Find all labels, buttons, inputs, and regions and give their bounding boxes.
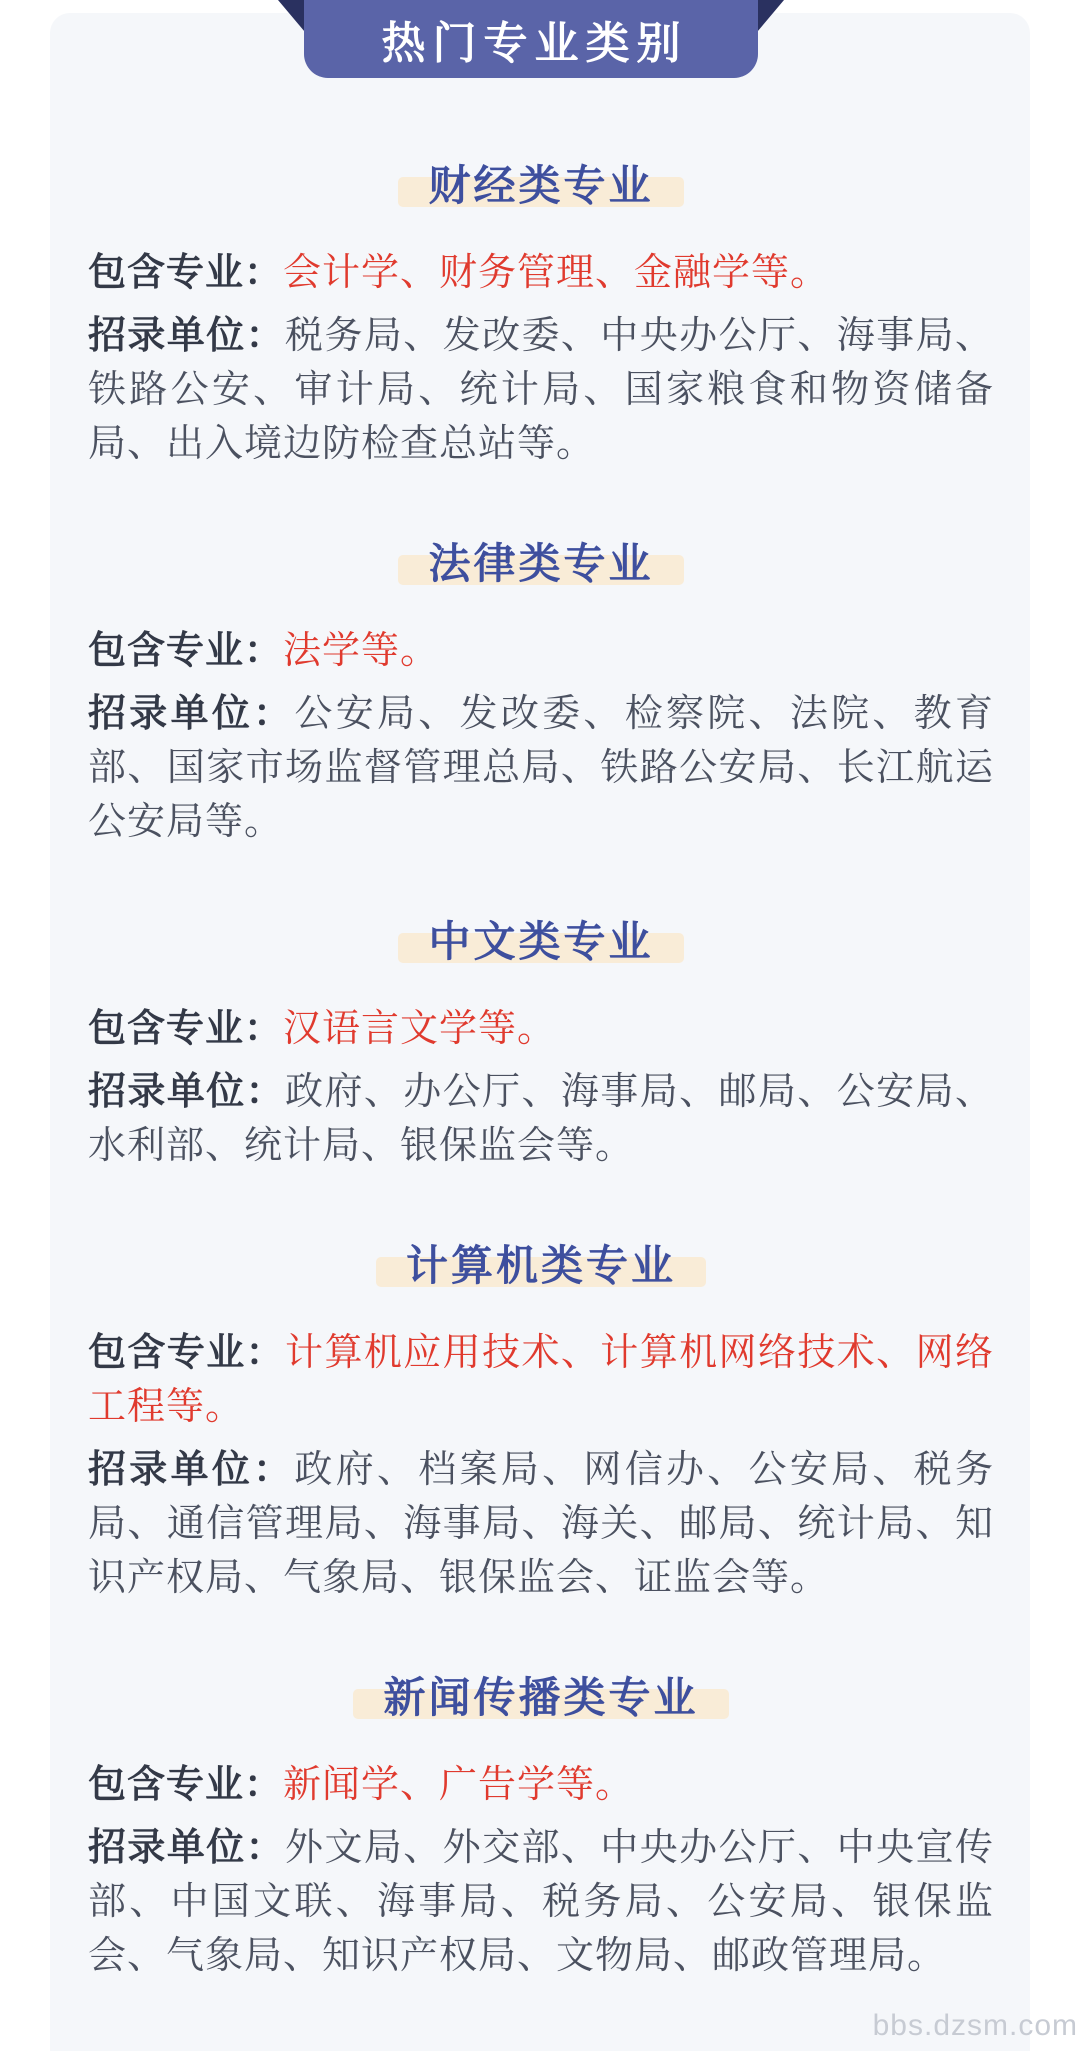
section-computer [88,1233,994,1605]
units-paragraph [88,1065,994,1173]
majors-label: 包含专业： [88,1764,284,1806]
majors-label: 包含专业： [88,630,284,672]
section-heading-law [88,531,994,587]
watermark: bbs.dzsm.com [872,2009,1078,2042]
majors-paragraph [88,1326,994,1434]
majors-label: 包含专业： [88,1008,284,1050]
units-label: 招录单位： [88,1449,295,1491]
section-heading-text: 财经类专业 [428,162,654,209]
section-heading-chinese [88,909,994,965]
units-value: 税务局、发改委、中央办公厅、海事局、铁路公安、审计局、统计局、国家粮食和物资储备局、出入境边防检查总站等。 [88,315,994,465]
majors-value: 会计学、财务管理、金融学等。 [283,252,830,294]
majors-value: 法学等。 [283,630,440,672]
majors-label: 包含专业： [88,1332,286,1374]
majors-paragraph [88,1758,994,1812]
content-card [50,13,1030,2051]
units-label: 招录单位： [88,693,295,735]
units-paragraph [88,1821,994,1983]
section-finance [88,153,994,471]
section-heading-text: 法律类专业 [428,540,654,587]
section-heading-text: 中文类专业 [428,918,654,965]
majors-value: 汉语言文学等。 [283,1008,557,1050]
section-heading-computer [88,1233,994,1289]
majors-value: 新闻学、广告学等。 [283,1764,635,1806]
section-law [88,531,994,849]
units-value: 政府、档案局、网信办、公安局、税务局、通信管理局、海事局、海关、邮局、统计局、知识产权局、气象局、银保监会、证监会等。 [88,1449,994,1599]
units-value: 政府、办公厅、海事局、邮局、公安局、水利部、统计局、银保监会等。 [88,1071,994,1167]
units-value: 公安局、发改委、检察院、法院、教育部、国家市场监督管理总局、铁路公安局、长江航运公安局等。 [88,693,994,843]
content-area [50,13,1030,1983]
section-journalism [88,1665,994,1983]
section-heading-text: 新闻传播类专业 [383,1674,699,1721]
section-chinese [88,909,994,1173]
majors-paragraph [88,246,994,300]
units-label: 招录单位： [88,1827,286,1869]
majors-value: 计算机应用技术、计算机网络技术、网络工程等。 [88,1332,994,1428]
units-label: 招录单位： [88,1071,286,1113]
banner-title: 热门专业类别 [381,19,688,68]
section-heading-finance [88,153,994,209]
units-value: 外文局、外交部、中央办公厅、中央宣传部、中国文联、海事局、税务局、公安局、银保监会、气象局、知识产权局、文物局、邮政管理局。 [88,1827,994,1977]
section-heading-journalism [88,1665,994,1721]
majors-paragraph [88,1002,994,1056]
majors-paragraph [88,624,994,678]
units-paragraph [88,309,994,471]
units-paragraph [88,1443,994,1605]
units-paragraph [88,687,994,849]
units-label: 招录单位： [88,315,286,357]
majors-label: 包含专业： [88,252,284,294]
ribbon-banner [304,0,758,78]
banner [304,0,758,78]
section-heading-text: 计算机类专业 [405,1242,676,1289]
